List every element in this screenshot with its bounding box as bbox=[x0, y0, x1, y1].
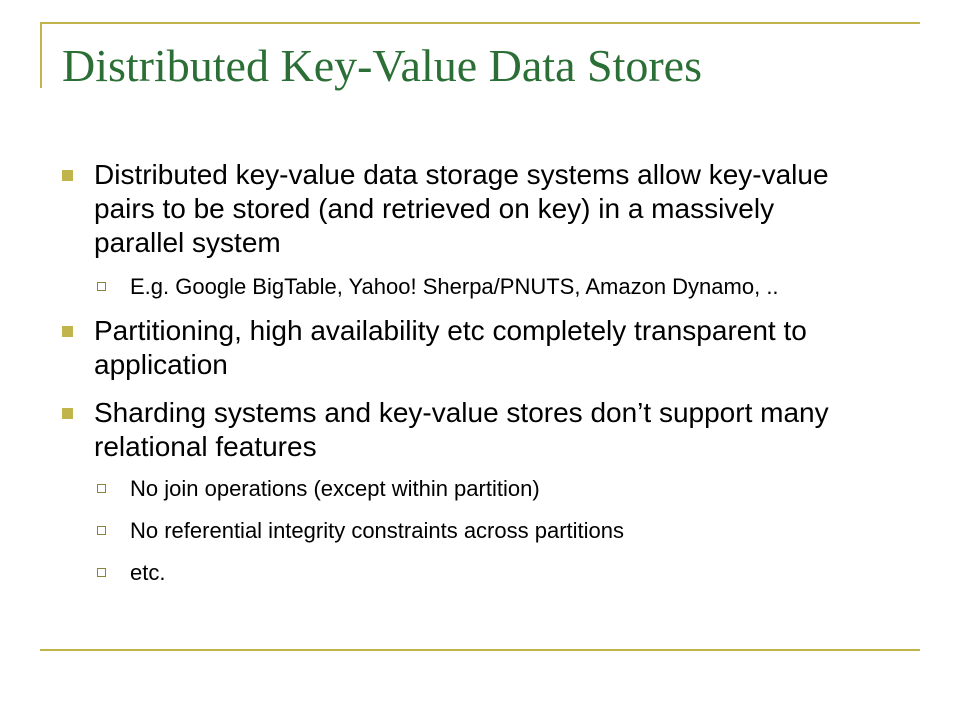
bullet-list bbox=[58, 158, 868, 600]
sub-bullet-item-4 bbox=[58, 558, 868, 588]
sub-bullet-text: E.g. Google BigTable, Yahoo! Sherpa/PNUTS, Amazon Dynamo, .. bbox=[130, 274, 779, 299]
sub-bullet-text: No join operations (except within partition) bbox=[130, 476, 540, 501]
bullet-item-3 bbox=[58, 396, 868, 464]
hollow-square-bullet-icon bbox=[97, 526, 106, 535]
square-bullet-icon bbox=[62, 408, 73, 419]
sub-bullet-text: No referential integrity constraints across partitions bbox=[130, 518, 624, 543]
square-bullet-icon bbox=[62, 170, 73, 181]
hollow-square-bullet-icon bbox=[97, 282, 106, 291]
frame-left-rule bbox=[40, 22, 42, 88]
frame-top-rule bbox=[40, 22, 920, 24]
slide-title: Distributed Key-Value Data Stores bbox=[62, 40, 703, 91]
square-bullet-icon bbox=[62, 326, 73, 337]
sub-bullet-item-3 bbox=[58, 516, 868, 546]
sub-bullet-text: etc. bbox=[130, 560, 166, 585]
hollow-square-bullet-icon bbox=[97, 484, 106, 493]
frame-bottom-rule bbox=[40, 649, 920, 651]
bullet-text: Distributed key-value data storage systems allow key-value pairs to be stored (and retrieved on key) in a massively parallel system bbox=[94, 159, 829, 258]
bullet-text: Partitioning, high availability etc completely transparent to application bbox=[94, 315, 807, 380]
sub-bullet-item-1 bbox=[58, 272, 868, 302]
bullet-text: Sharding systems and key-value stores don’t support many relational features bbox=[94, 397, 829, 462]
sub-bullet-item-2 bbox=[58, 474, 868, 504]
bullet-item-1 bbox=[58, 158, 868, 260]
hollow-square-bullet-icon bbox=[97, 568, 106, 577]
bullet-item-2 bbox=[58, 314, 868, 382]
